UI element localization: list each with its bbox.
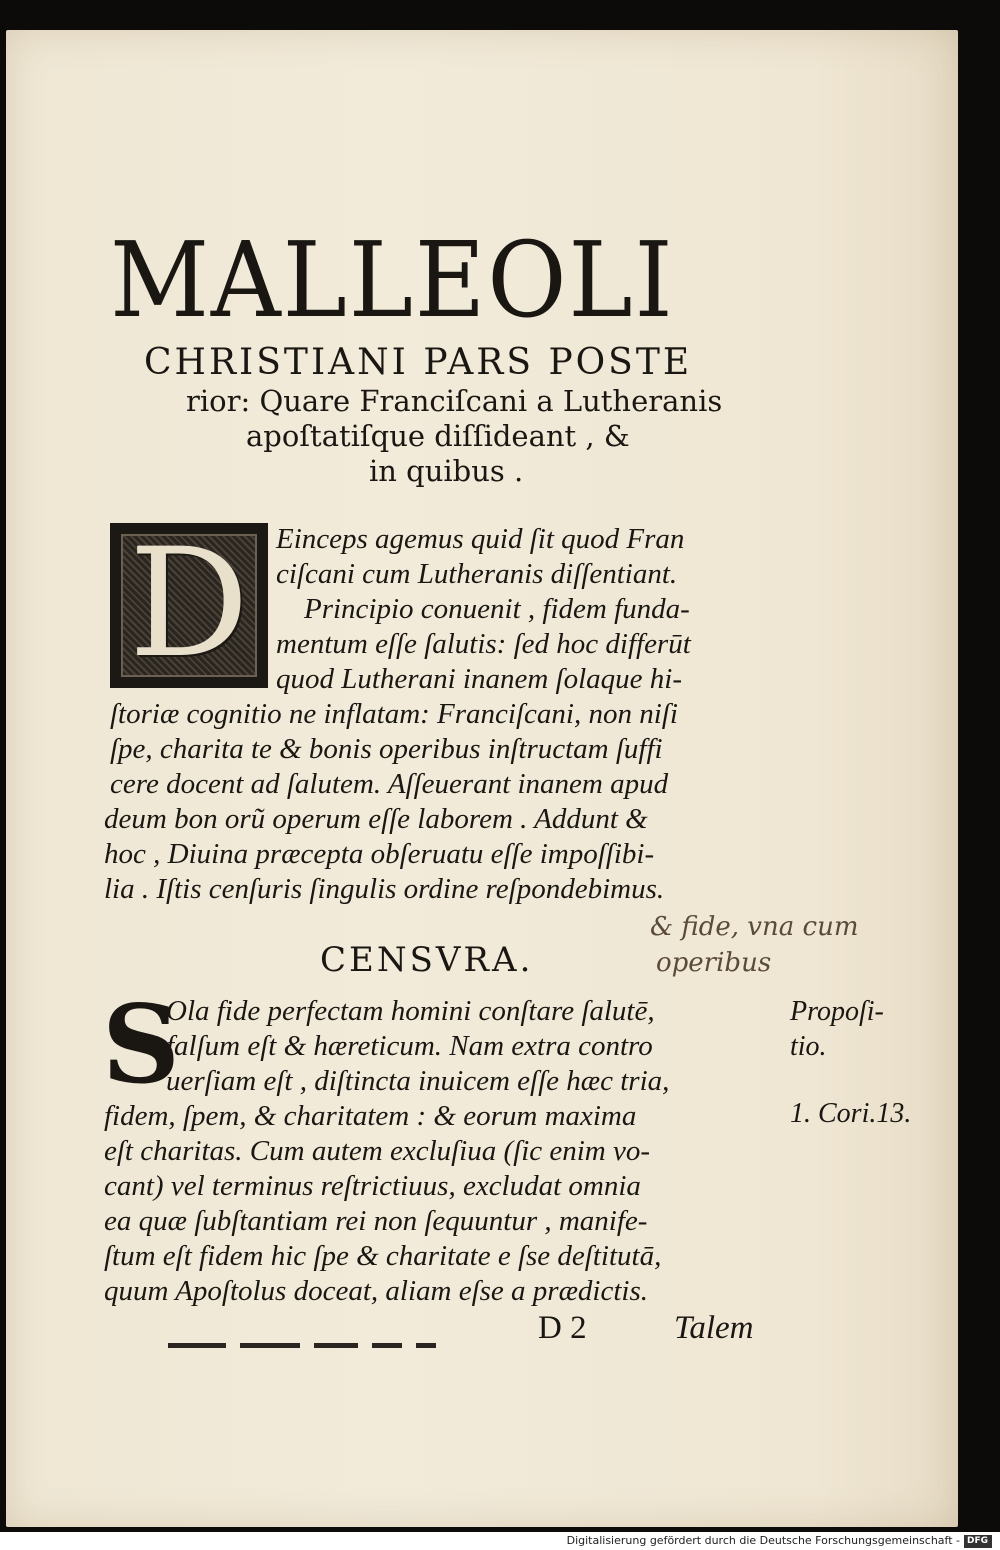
censura-line: ea quæ ſubſtantiam rei non ſequuntur , manife- (104, 1205, 648, 1237)
paragraph-line: ſpe, charita te & bonis operibus inſtructam ſuffi (110, 733, 663, 765)
paragraph-line: lia . Iſtis cenſuris ſingulis ordine reſpondebimus. (104, 873, 665, 905)
subtitle-line-4: in quibus . (369, 454, 524, 488)
handwritten-note-line-1: & fide, vna cum (650, 912, 859, 942)
page-title: MALLEOLI (110, 219, 675, 341)
section-heading: CENSVRA. (320, 940, 534, 980)
book-page (6, 30, 958, 1527)
subtitle-line-2: rior: Quare Franciſcani a Lutheranis (186, 384, 723, 418)
footer-text: Digitalisierung gefördert durch die Deutsche Forschungsgemeinschaft - (566, 1534, 960, 1547)
paragraph-line: hoc , Diuina præcepta obſeruatu eſſe impoſſibi- (104, 838, 655, 870)
censura-line: ſtum eſt fidem hic ſpe & charitate e ſse deſtitutā, (104, 1240, 662, 1272)
catchword: Talem (674, 1310, 754, 1346)
paragraph-line: Principio conuenit , fidem funda- (304, 593, 690, 625)
paragraph-line: deum bon orũ operum eſſe laborem . Addunt & (104, 803, 648, 835)
censura-line: fidem, ſpem, & charitatem : & eorum maxima (104, 1100, 637, 1132)
censura-line: cant) vel terminus reſtrictiuus, excludat omnia (104, 1170, 641, 1202)
paragraph-line: mentum eſſe ſalutis: ſed hoc differūt (276, 628, 691, 660)
margin-note-propositio-cont: tio. (790, 1031, 827, 1062)
subtitle-line-1: CHRISTIANI PARS POSTE (144, 342, 693, 383)
paragraph-line: quod Lutherani inanem ſolaque hi- (276, 663, 682, 695)
dfg-logo: DFG (964, 1535, 992, 1548)
censura-line: uerſiam eſt , diſtincta inuicem eſſe hæc tria, (166, 1065, 670, 1097)
handwritten-note-line-2: operibus (656, 948, 772, 978)
paragraph-line: ciſcani cum Lutheranis diſſentiant. (276, 558, 678, 590)
paragraph-line: Einceps agemus quid ſit quod Fran (276, 523, 685, 555)
decorated-initial-d (110, 517, 268, 691)
subtitle-line-3: apoſtatiſque diſſideant , & (246, 419, 630, 453)
margin-note-corinthians: 1. Cori.13. (790, 1098, 912, 1129)
signature-mark: D 2 (538, 1310, 587, 1346)
censura-line: eſt charitas. Cum autem excluſiua (ſic enim vo- (104, 1135, 651, 1167)
paragraph-line: cere docent ad ſalutem. Aſſeuerant inanem apud (110, 768, 669, 800)
censura-line: falſum eſt & hæreticum. Nam extra contro (166, 1030, 653, 1062)
initial-letter-d: D (128, 517, 250, 691)
censura-line: quum Apoſtolus doceat, aliam eſse a prædictis. (104, 1275, 648, 1307)
paragraph-line: ſtoriæ cognitio ne inflatam: Franciſcani, non niſi (110, 698, 678, 730)
ink-smudge-marks (168, 1335, 450, 1354)
censura-line: Ola fide perfectam homini conſtare ſalutē, (166, 995, 655, 1027)
digitization-footer (0, 1532, 1000, 1550)
margin-note-propositio: Propoſi- (790, 996, 884, 1027)
initial-letter-s: S (102, 982, 180, 1108)
